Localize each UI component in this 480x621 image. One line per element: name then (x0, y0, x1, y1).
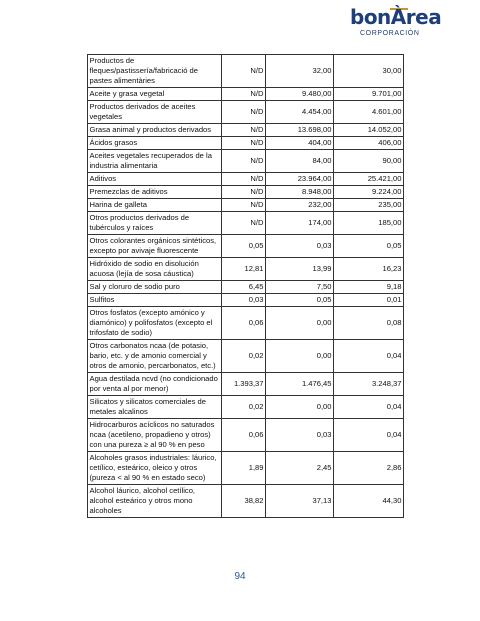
value-cell: 0,00 (266, 396, 334, 419)
table-row (88, 485, 404, 518)
value-cell: N/D (222, 212, 266, 235)
value-cell: 13.698,00 (266, 124, 334, 137)
value-cell: 23.964,00 (266, 173, 334, 186)
row-label-cell: Alcohol láurico, alcohol cetílico, alcohol esteárico y otros mono alcoholes (88, 485, 222, 518)
value-cell: 84,00 (266, 150, 334, 173)
table-row (88, 452, 404, 485)
row-label-cell: Hidrocarburos acíclicos no saturados ncaa (acetileno, propadieno y otros) con una pureza ≥ al 90 % en peso (88, 419, 222, 452)
value-cell: 13,99 (266, 258, 334, 281)
row-label-cell: Sulfitos (88, 294, 222, 307)
table-row (88, 307, 404, 340)
value-cell: 235,00 (334, 199, 404, 212)
value-cell: 0,03 (266, 419, 334, 452)
value-cell: 25.421,00 (334, 173, 404, 186)
value-cell: 174,00 (266, 212, 334, 235)
value-cell: 7,50 (266, 281, 334, 294)
value-cell: 16,23 (334, 258, 404, 281)
value-cell: N/D (222, 55, 266, 88)
value-cell: 1.393,37 (222, 373, 266, 396)
logo-subtitle: CORPORACIÓN (360, 30, 420, 37)
value-cell: 0,01 (334, 294, 404, 307)
value-cell: N/D (222, 186, 266, 199)
row-label-cell: Aceites vegetales recuperados de la industria alimentaria (88, 150, 222, 173)
value-cell: 404,00 (266, 137, 334, 150)
logo-brand-text: bonÀrea (350, 5, 442, 29)
row-label-cell: Silicatos y silicatos comerciales de metales alcalinos (88, 396, 222, 419)
table-row (88, 340, 404, 373)
value-cell: 32,00 (266, 55, 334, 88)
row-label-cell: Grasa animal y productos derivados (88, 124, 222, 137)
row-label-cell: Otros productos derivados de tubérculos y raíces (88, 212, 222, 235)
value-cell: N/D (222, 101, 266, 124)
table-row (88, 294, 404, 307)
table-row (88, 150, 404, 173)
value-cell: 0,02 (222, 396, 266, 419)
table-row (88, 88, 404, 101)
table-row (88, 373, 404, 396)
row-label-cell: Alcoholes grasos industriales: láurico, cetílico, esteárico, oleico y otros (pureza < al 90 % en estado seco) (88, 452, 222, 485)
row-label-cell: Agua destilada ncvd (no condicionado por venta al por menor) (88, 373, 222, 396)
value-cell: N/D (222, 124, 266, 137)
table-row (88, 101, 404, 124)
value-cell: N/D (222, 199, 266, 212)
table-row (88, 124, 404, 137)
value-cell: N/D (222, 88, 266, 101)
value-cell: 9.701,00 (334, 88, 404, 101)
value-cell: N/D (222, 137, 266, 150)
table-row (88, 55, 404, 88)
value-cell: 0,00 (266, 340, 334, 373)
value-cell: 4.454,00 (266, 101, 334, 124)
value-cell: 1,89 (222, 452, 266, 485)
value-cell: 232,00 (266, 199, 334, 212)
row-label-cell: Ácidos grasos (88, 137, 222, 150)
value-cell: 6,45 (222, 281, 266, 294)
row-label-cell: Sal y cloruro de sodio puro (88, 281, 222, 294)
value-cell: 2,86 (334, 452, 404, 485)
value-cell: 0,06 (222, 419, 266, 452)
value-cell: 2,45 (266, 452, 334, 485)
value-cell: 9,18 (334, 281, 404, 294)
table-row (88, 235, 404, 258)
value-cell: 185,00 (334, 212, 404, 235)
row-label-cell: Productos de fleques/pastissería/fabricació de pastes alimentàries (88, 55, 222, 88)
value-cell: 0,00 (266, 307, 334, 340)
value-cell: 9.224,00 (334, 186, 404, 199)
row-label-cell: Otros fosfatos (excepto amónico y diamónico) y polifosfatos (excepto el trifosfato de sodio) (88, 307, 222, 340)
value-cell: 3.248,37 (334, 373, 404, 396)
row-label-cell: Premezclas de aditivos (88, 186, 222, 199)
table-row (88, 137, 404, 150)
table-row (88, 212, 404, 235)
company-logo (336, 6, 452, 42)
row-label-cell: Aditivos (88, 173, 222, 186)
value-cell: 8.948,00 (266, 186, 334, 199)
table-row (88, 199, 404, 212)
table-body (88, 55, 404, 518)
value-cell: 38,82 (222, 485, 266, 518)
value-cell: 0,08 (334, 307, 404, 340)
value-cell: 44,30 (334, 485, 404, 518)
value-cell: 12,81 (222, 258, 266, 281)
value-cell: N/D (222, 150, 266, 173)
table-row (88, 186, 404, 199)
page-number: 94 (234, 571, 246, 582)
row-label-cell: Productos derivados de aceites vegetales (88, 101, 222, 124)
value-cell: 30,00 (334, 55, 404, 88)
value-cell: 1.476,45 (266, 373, 334, 396)
row-label-cell: Otros carbonatos ncaa (de potasio, bario, etc. y de amonio comercial y otros de amonio, percarbonatos, etc.) (88, 340, 222, 373)
row-label-cell: Hidróxido de sodio en disolución acuosa (lejía de sosa cáustica) (88, 258, 222, 281)
table-row (88, 173, 404, 186)
value-cell: 9.480,00 (266, 88, 334, 101)
value-cell: 0,05 (334, 235, 404, 258)
row-label-cell: Aceite y grasa vegetal (88, 88, 222, 101)
value-cell: 14.052,00 (334, 124, 404, 137)
table-row (88, 396, 404, 419)
value-cell: 4.601,00 (334, 101, 404, 124)
value-cell: 0,06 (222, 307, 266, 340)
value-cell: 0,04 (334, 396, 404, 419)
value-cell: 0,03 (266, 235, 334, 258)
value-cell: 0,02 (222, 340, 266, 373)
value-cell: 406,00 (334, 137, 404, 150)
table-row (88, 258, 404, 281)
row-label-cell: Harina de galleta (88, 199, 222, 212)
row-label-cell: Otros colorantes orgánicos sintéticos, excepto por avivaje fluorescente (88, 235, 222, 258)
value-cell: 90,00 (334, 150, 404, 173)
table-row (88, 281, 404, 294)
value-cell: 0,05 (222, 235, 266, 258)
value-cell: 0,03 (222, 294, 266, 307)
value-cell: 0,04 (334, 340, 404, 373)
value-cell: 0,05 (266, 294, 334, 307)
consumption-table (87, 54, 404, 518)
table-row (88, 419, 404, 452)
value-cell: 37,13 (266, 485, 334, 518)
value-cell: N/D (222, 173, 266, 186)
value-cell: 0,04 (334, 419, 404, 452)
